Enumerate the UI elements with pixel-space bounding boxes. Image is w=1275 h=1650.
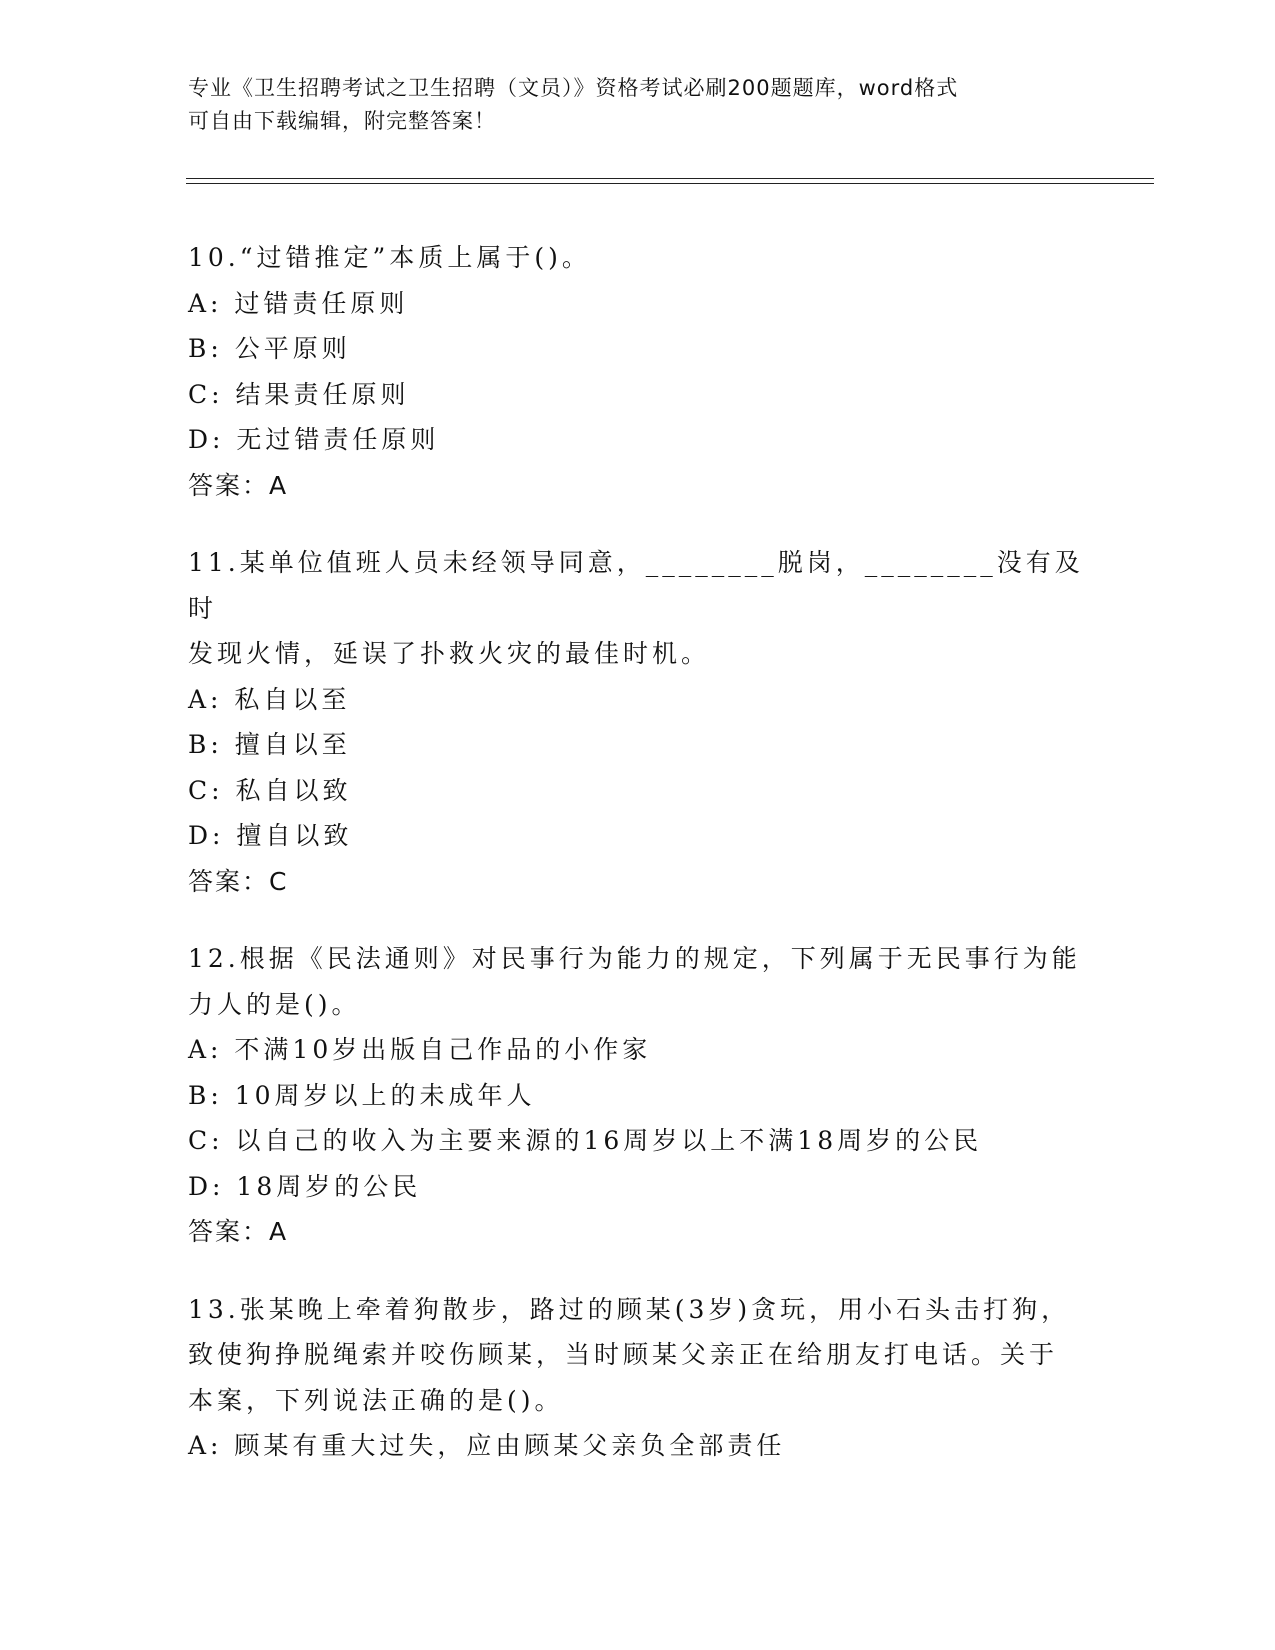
option-a: A: 顾某有重大过失，应由顾某父亲负全部责任	[188, 1431, 786, 1460]
option-a: A: 不满10岁出版自己作品的小作家	[188, 1035, 652, 1064]
option-b: B: 擅自以至	[188, 730, 351, 759]
question-stem: 10.“过错推定”本质上属于()。	[188, 243, 591, 272]
question-list	[188, 235, 1088, 1501]
option-a: A: 私自以至	[188, 684, 351, 714]
question-stem: 13.张某晚上牵着狗散步，路过的顾某(3岁)贪玩，用小石头击打狗，	[188, 1294, 1071, 1324]
option-b: B: 公平原则	[188, 334, 351, 363]
answer-line: 答案：A	[188, 470, 289, 500]
question-stem: 11.某单位值班人员未经领导同意，________脱岗，________没有及时	[188, 548, 1084, 623]
question-stem: 本案，下列说法正确的是()。	[188, 1385, 564, 1415]
option-d: D: 无过错责任原则	[188, 425, 440, 454]
answer-line: 答案：C	[188, 866, 289, 896]
option-c: C: 私自以致	[188, 775, 352, 805]
answer-line: 答案：A	[188, 1217, 289, 1246]
question-stem: 致使狗挣脱绳索并咬伤顾某，当时顾某父亲正在给朋友打电话。关于	[188, 1340, 1059, 1369]
option-d: D: 擅自以致	[188, 821, 353, 850]
option-b: B: 10周岁以上的未成年人	[188, 1080, 536, 1110]
option-d: D: 18周岁的公民	[188, 1171, 422, 1201]
option-a: A: 过错责任原则	[188, 288, 409, 318]
question-stem: 发现火情，延误了扑救火灾的最佳时机。	[188, 639, 711, 668]
question-10	[188, 235, 1088, 508]
option-c: C: 以自己的收入为主要来源的16周岁以上不满18周岁的公民	[188, 1126, 983, 1155]
question-stem: 12.根据《民法通则》对民事行为能力的规定，下列属于无民事行为能	[188, 944, 1081, 973]
header-line-1: 专业《卫生招聘考试之卫生招聘（文员）》资格考试必刷200题题库，word格式	[188, 76, 959, 100]
question-stem: 力人的是()。	[188, 989, 361, 1019]
question-13	[188, 1287, 1088, 1469]
question-12	[188, 936, 1088, 1255]
header-line-2: 可自由下载编辑，附完整答案！	[188, 109, 496, 133]
question-11	[188, 540, 1088, 904]
header-divider-bottom	[186, 183, 1154, 184]
header-divider-top	[186, 178, 1154, 179]
document-header	[188, 72, 1068, 138]
option-c: C: 结果责任原则	[188, 379, 410, 409]
